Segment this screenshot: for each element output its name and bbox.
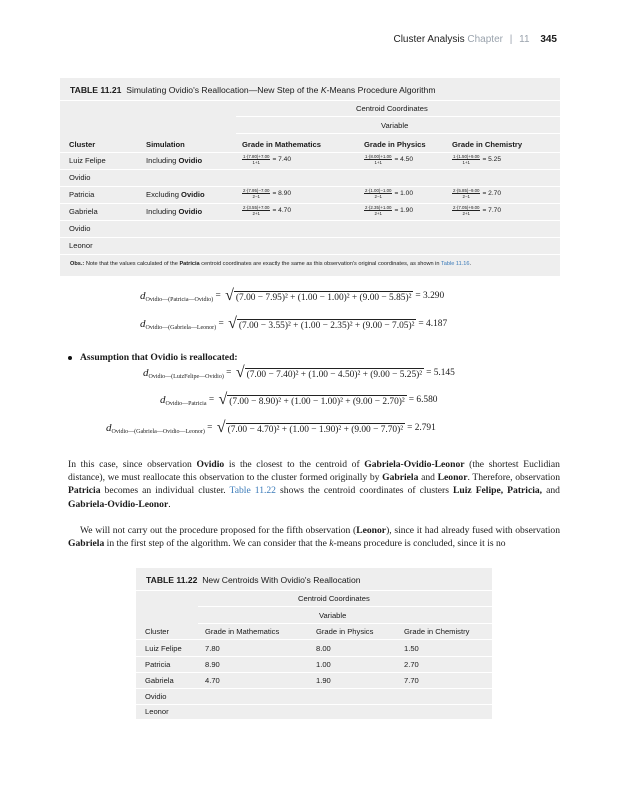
table-row-simulation: Excluding Ovidio (146, 190, 205, 199)
running-head-chapter-number: 11 (519, 34, 530, 45)
table-row-cluster: Ovidio (69, 224, 91, 233)
group-header: Centroid Coordinates (298, 594, 370, 603)
equation-distance-patricia: d Ovidio—Patricia = √ (7.00 − 8.90)² + (1.00 − 1.00)² + (9.00 − 2.70)² = 6.580 (160, 391, 438, 408)
table-11-22 (136, 568, 492, 719)
table-11-22-link[interactable]: Table 11.22 (229, 485, 276, 497)
table-cell-physics: 1.00 (316, 660, 331, 669)
table-row-cluster: Patricia (145, 660, 171, 669)
table-cell-chemistry: 1.50 (404, 644, 419, 653)
col-header-math: Grade in Mathematics (242, 140, 321, 149)
table-row-cluster: Leonor (145, 707, 169, 716)
table-caption: TABLE 11.21 Simulating Ovidio's Reallocation—New Step of the K-Means Procedure Algorithm (70, 85, 436, 95)
table-11-21 (60, 78, 560, 276)
col-header-cluster: Cluster (145, 627, 170, 636)
table-row-cluster: Ovidio (69, 173, 91, 182)
bullet-assumption: Assumption that Ovidio is reallocated: (68, 352, 238, 363)
table-cell-math: 8.90 (205, 660, 220, 669)
sub-header: Variable (319, 611, 347, 620)
table-row-cluster: Luiz Felipe (69, 156, 106, 165)
table-row-cluster: Patricia (69, 190, 95, 199)
col-header-simulation: Simulation (146, 140, 185, 149)
table-cell-math: 7.80 (205, 644, 220, 653)
table-cell-physics: 1.90 (316, 676, 331, 685)
formula-chem-gabriela: $\frac{2\cdot(7.05)+9.00}{2+1}$ = 7.70 (453, 205, 502, 216)
running-head-title: Cluster Analysis (393, 34, 465, 45)
formula-phys-gabriela: $\frac{2\cdot(2.35)+1.00}{2+1}$ = 1.90 (365, 205, 414, 216)
table-row-cluster: Leonor (69, 241, 93, 250)
col-header-cluster: Cluster (69, 140, 96, 149)
table-cell-chemistry: 2.70 (404, 660, 419, 669)
running-head-chapter: Chapter (467, 34, 503, 45)
paragraph-reallocation: In this case, since observation Ovidio is the closest to the centroid of Gabriela-Ovidio-Leonor (the shortest Euclidian distance), we must reallocate this observation to the cluster formed originally by Gabriela and Leonor. Therefore, observation Patricia becomes an individual cluster. Table 11.22 shows the centroid coordinates of clusters Luiz Felipe, Patricia, and Gabriela-Ovidio-Leonor. (68, 459, 561, 510)
formula-math-gabriela: $\frac{2\cdot(3.55)+7.00}{2+1}$ = 4.70 (243, 205, 292, 216)
formula-chem-patricia: $\frac{2\cdot(5.85)-9.00}{2-1}$ = 2.70 (453, 188, 502, 199)
equation-distance-gabriela-leonor: d Ovidio—(Gabriela—Leonor) = √ (7.00 − 3.55)² + (1.00 − 2.35)² + (9.00 − 7.05)² = 4.187 (140, 315, 448, 332)
paragraph-conclusion: We will not carry out the procedure proposed for the fifth observation (Leonor), since it had already fused with observation Gabriela in the first step of the algorithm. We can consider that the k-means procedure is concluded, since it is no (68, 525, 560, 550)
group-header: Centroid Coordinates (356, 104, 428, 113)
equation-distance-patricia-ovidio: d Ovidio—(Patricia—Ovidio) = √ (7.00 − 7.95)² + (1.00 − 1.00)² + (9.00 − 5.85)² = 3.290 (140, 287, 445, 304)
equation-distance-luizfelipe-ovidio: d Ovidio—(LuizFelipe—Ovidio) = √ (7.00 − 7.40)² + (1.00 − 4.50)² + (9.00 − 5.25)² = 5.145 (143, 364, 455, 381)
col-header-math: Grade in Mathematics (205, 627, 280, 636)
bullet-dot (68, 356, 72, 360)
table-cell-physics: 8.00 (316, 644, 331, 653)
table-row-simulation: Including Ovidio (146, 156, 203, 165)
table-cell-chemistry: 7.70 (404, 676, 419, 685)
col-header-chemistry: Grade in Chemistry (452, 140, 523, 149)
table-row-simulation: Including Ovidio (146, 207, 203, 216)
table-row-cluster: Gabriela (69, 207, 98, 216)
formula-math-luiz: $\frac{1\cdot(7.80)+7.00}{1+1}$ = 7.40 (243, 154, 292, 165)
formula-phys-luiz: $\frac{1\cdot(8.00)+1.00}{1+1}$ = 4.50 (365, 154, 414, 165)
running-head (393, 34, 557, 45)
table-row-cluster: Luiz Felipe (145, 644, 182, 653)
table-row-cluster: Gabriela (145, 676, 174, 685)
table-caption: TABLE 11.22 New Centroids With Ovidio's Reallocation (146, 575, 361, 585)
formula-chem-luiz: $\frac{1\cdot(1.50)+9.00}{1+1}$ = 5.25 (453, 154, 502, 165)
table-row-cluster: Ovidio (145, 692, 167, 701)
col-header-physics: Grade in Physics (364, 140, 426, 149)
formula-phys-patricia: $\frac{2\cdot(1.00)-1.00}{2-1}$ = 1.00 (365, 188, 414, 199)
sub-header: Variable (381, 121, 409, 130)
table-cell-math: 4.70 (205, 676, 220, 685)
table-11-16-link[interactable]: Table 11.16 (441, 261, 470, 267)
table-note: Obs.: Note that the values calculated of the Patricia centroid coordinates are exactly the same as this observation's original coordinates, as shown in Table 11.16. (70, 261, 472, 267)
formula-math-patricia: $\frac{2\cdot(7.95)-7.00}{2-1}$ = 8.90 (243, 188, 292, 199)
page-number: 345 (540, 34, 557, 45)
equation-distance-gabriela-ovidio-leonor: d Ovidio—(Gabriela—Ovidio—Leonor) = √ (7.00 − 4.70)² + (1.00 − 1.90)² + (9.00 − 7.70)² = 2.791 (106, 419, 436, 436)
running-head-separator: | (509, 34, 513, 45)
col-header-chemistry: Grade in Chemistry (404, 627, 470, 636)
col-header-physics: Grade in Physics (316, 627, 374, 636)
